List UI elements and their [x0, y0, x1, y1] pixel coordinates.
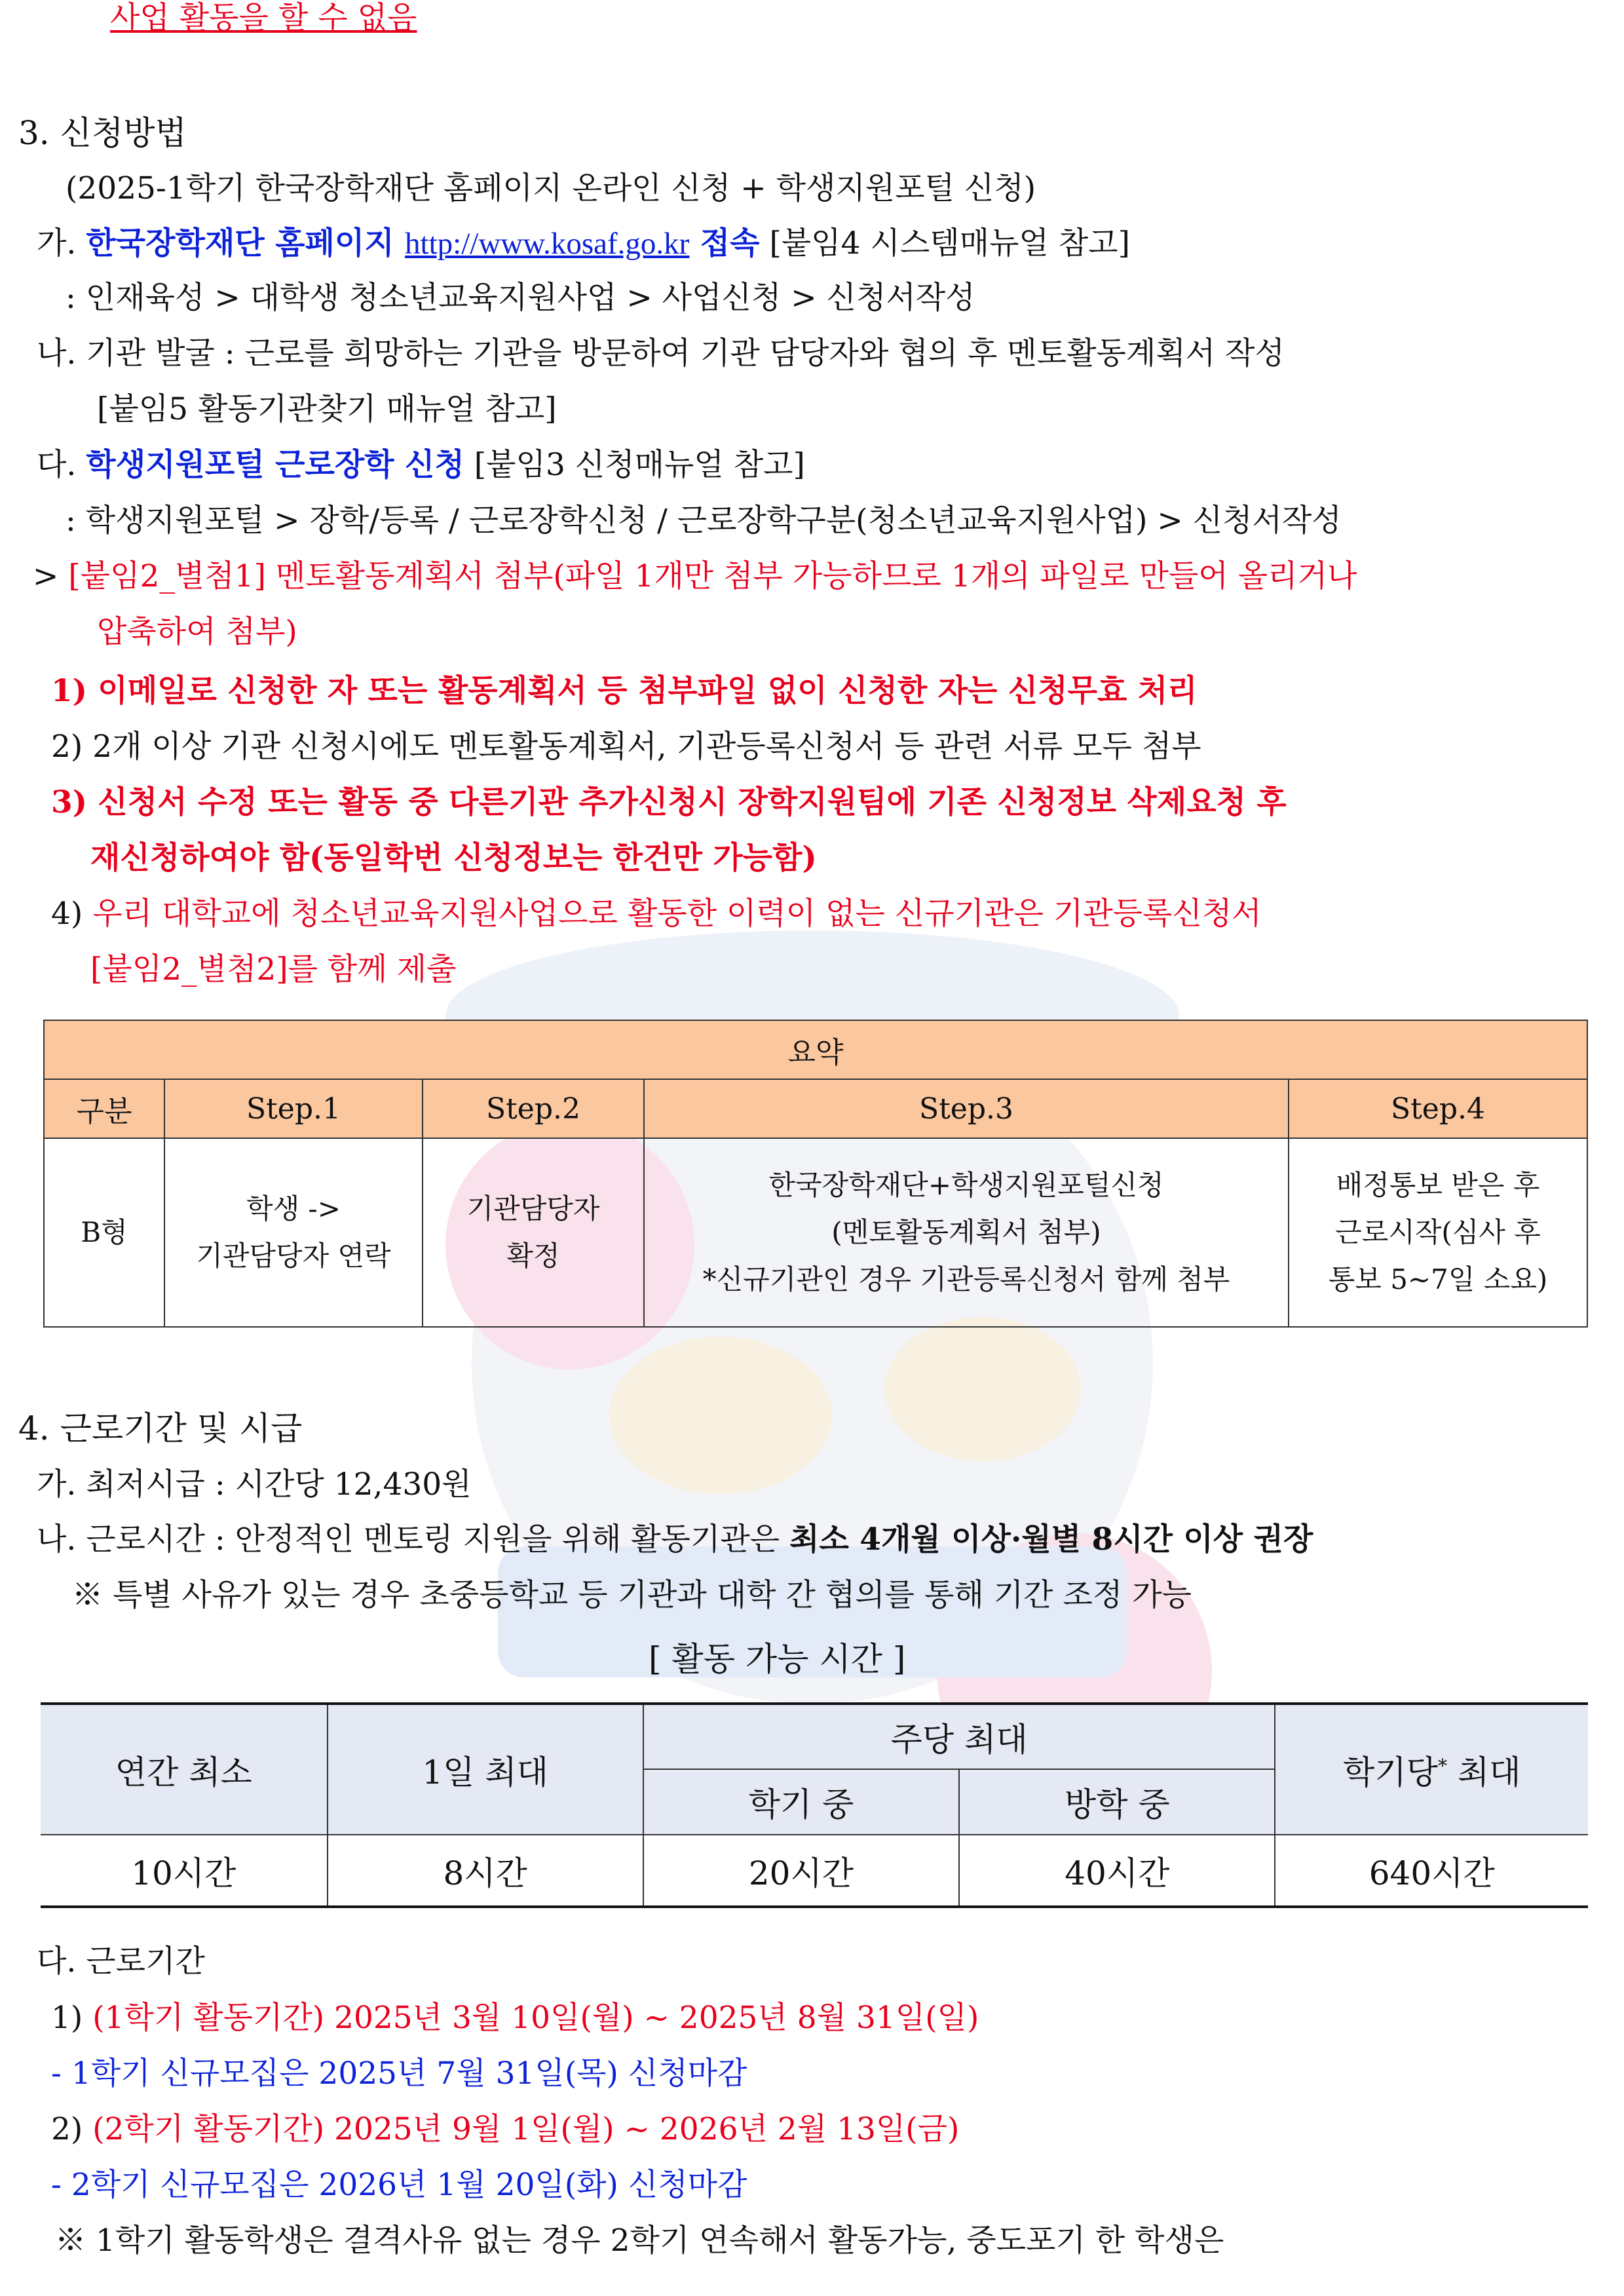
- semester-max-asterisk: *: [1437, 1754, 1447, 1776]
- semester-max-text: 학기당: [1343, 1753, 1438, 1791]
- step-ga-path: : 인재육성 > 대학생 청소년교육지원사업 > 사업신청 > 신청서작성: [66, 280, 975, 316]
- step1-line: 학생 ->: [246, 1193, 341, 1225]
- section-3-title: 3. 신청방법: [18, 114, 187, 152]
- note-3-line2: 재신청하여야 함(동일학번 신청정보는 한건만 가능함): [90, 840, 817, 876]
- hours-table-title: [ 활동 가능 시간 ]: [649, 1640, 906, 1678]
- wage-line: 가. 최저시급 : 시간당 12,430원: [37, 1466, 472, 1502]
- hours-header-weekly-max: 주당 최대: [643, 1704, 1275, 1769]
- kosaf-label: 한국장학재단 홈페이지: [86, 225, 406, 261]
- note-4-num: 4): [51, 896, 93, 932]
- step1-line: 기관담당자 연락: [196, 1240, 391, 1272]
- hours-header-daily-max: 1일 최대: [328, 1704, 643, 1835]
- section-4-title: 4. 근로기간 및 시급: [18, 1409, 303, 1447]
- semester-max-tail: 최대: [1446, 1753, 1521, 1791]
- final-note: ※ 1학기 활동학생은 결격사유 없는 경우 2학기 연속해서 활동가능, 중도포기 한 학생은: [55, 2223, 1224, 2259]
- step4-line: 통보 5~7일 소요): [1328, 1263, 1548, 1295]
- hours-header-semester-max: [1275, 1704, 1588, 1835]
- hours-value-daily-max: 8시간: [328, 1835, 643, 1907]
- period-heading: 다. 근로기간: [37, 1943, 205, 1980]
- step-da-prefix: 다.: [37, 447, 86, 483]
- period-2-text: (2학기 활동기간) 2025년 9월 1일(월) ~ 2026년 2월 13일(금): [92, 2111, 960, 2147]
- hours-value-weekly-semester: 20시간: [643, 1835, 959, 1907]
- step3-line: (멘토활동계획서 첨부): [831, 1216, 1101, 1248]
- step-da-path: : 학생지원포털 > 장학/등록 / 근로장학신청 / 근로장학구분(청소년교육지원사업) > 신청서작성: [66, 503, 1342, 539]
- step-ga: [37, 224, 1130, 263]
- period-1-text: (1학기 활동기간) 2025년 3월 10일(월) ~ 2025년 8월 31일(일): [92, 2000, 979, 2036]
- attach-text1: [붙임2_별첨1] 멘토활동계획서 첨부(파일 1개만 첨부 가능하므로 1개의 파일로 만들어 올리거나: [68, 558, 1357, 594]
- hours-value-annual-min: 10시간: [41, 1835, 328, 1907]
- summary-table: [43, 1020, 1588, 1328]
- hours-line-bold: 최소 4개월 이상·월별 8시간 이상 권장: [789, 1521, 1313, 1558]
- note-4-text: 우리 대학교에 청소년교육지원사업으로 활동한 이력이 없는 신규기관은 기관등록신청서: [92, 896, 1262, 932]
- summary-header-step4: Step.4: [1289, 1079, 1587, 1138]
- step-ga-suffix: [붙임4 시스템매뉴얼 참고]: [759, 225, 1130, 261]
- summary-step3-cell: [644, 1138, 1289, 1327]
- hours-header-vacation: 방학 중: [959, 1769, 1275, 1835]
- summary-step2-cell: [423, 1138, 644, 1327]
- kosaf-url-link[interactable]: http://www.kosaf.go.kr: [405, 227, 690, 261]
- step-ga-prefix: 가.: [37, 225, 86, 261]
- attach-line1: [33, 557, 1357, 596]
- summary-type-cell: B형: [44, 1138, 164, 1327]
- hours-header-semester: 학기 중: [643, 1769, 959, 1835]
- top-line: 사업 활동을 할 수 없음: [110, 0, 417, 36]
- hours-line-text: 나. 근로시간 : 안정적인 멘토링 지원을 위해 활동기관은: [37, 1521, 790, 1558]
- step-da: [37, 446, 805, 485]
- note-2: 2) 2개 이상 기관 신청시에도 멘토활동계획서, 기관등록신청서 등 관련 서류 모두 첨부: [51, 729, 1201, 765]
- note-3-line1: 3) 신청서 수정 또는 활동 중 다른기관 추가신청시 장학지원팀에 기존 신청정보 삭제요청 후: [51, 784, 1287, 820]
- note-1: 1) 이메일로 신청한 자 또는 활동계획서 등 첨부파일 없이 신청한 자는 신청무효 처리: [51, 673, 1198, 709]
- period-1-num: 1): [51, 2000, 93, 2036]
- period-2: [51, 2110, 959, 2149]
- step2-line: 확정: [506, 1240, 560, 1272]
- note-4-line1: [51, 894, 1262, 934]
- step4-line: 근로시작(심사 후: [1335, 1216, 1541, 1248]
- student-portal-label: 학생지원포털 근로장학 신청: [86, 447, 464, 483]
- step-da-suffix: [붙임3 신청매뉴얼 참고]: [464, 447, 805, 483]
- step2-line: 기관담당자: [466, 1193, 600, 1225]
- hours-value-semester-max: 640시간: [1275, 1835, 1588, 1907]
- summary-header-step3: Step.3: [644, 1079, 1289, 1138]
- kosaf-access: 접속: [689, 225, 760, 261]
- hours-table: [41, 1702, 1588, 1908]
- step-na-line1: 나. 기관 발굴 : 근로를 희망하는 기관을 방문하여 기관 담당자와 협의 후 멘토활동계획서 작성: [37, 335, 1285, 372]
- period-1-note: - 1학기 신규모집은 2025년 7월 31일(목) 신청마감: [51, 2056, 747, 2092]
- step4-line: 배정통보 받은 후: [1336, 1169, 1540, 1201]
- summary-step1-cell: [164, 1138, 423, 1327]
- summary-header-step1: Step.1: [164, 1079, 423, 1138]
- attach-prefix: >: [33, 558, 69, 594]
- hours-line: [37, 1520, 1313, 1559]
- hours-header-annual-min: 연간 최소: [41, 1704, 328, 1835]
- hours-note: ※ 특별 사유가 있는 경우 초중등학교 등 기관과 대학 간 협의를 통해 기간 조정 가능: [72, 1577, 1192, 1613]
- period-2-note: - 2학기 신규모집은 2026년 1월 20일(화) 신청마감: [51, 2167, 747, 2203]
- hours-value-weekly-vacation: 40시간: [959, 1835, 1275, 1907]
- summary-step4-cell: [1289, 1138, 1587, 1327]
- summary-header-type: 구분: [44, 1079, 164, 1138]
- step3-line: 한국장학재단+학생지원포털신청: [768, 1169, 1164, 1201]
- period-1: [51, 1999, 979, 2038]
- summary-header-step2: Step.2: [423, 1079, 644, 1138]
- attach-line2: 압축하여 첨부): [97, 614, 297, 650]
- period-2-num: 2): [51, 2111, 93, 2147]
- step3-line: *신규기관인 경우 기관등록신청서 함께 첨부: [702, 1263, 1230, 1295]
- step-na-line2: [붙임5 활동기관찾기 매뉴얼 참고]: [97, 391, 557, 427]
- section-3-subtitle: (2025-1학기 한국장학재단 홈페이지 온라인 신청 + 학생지원포털 신청): [66, 170, 1036, 206]
- note-4-line2: [붙임2_별첨2]를 함께 제출: [90, 951, 457, 987]
- summary-title: 요약: [44, 1020, 1587, 1079]
